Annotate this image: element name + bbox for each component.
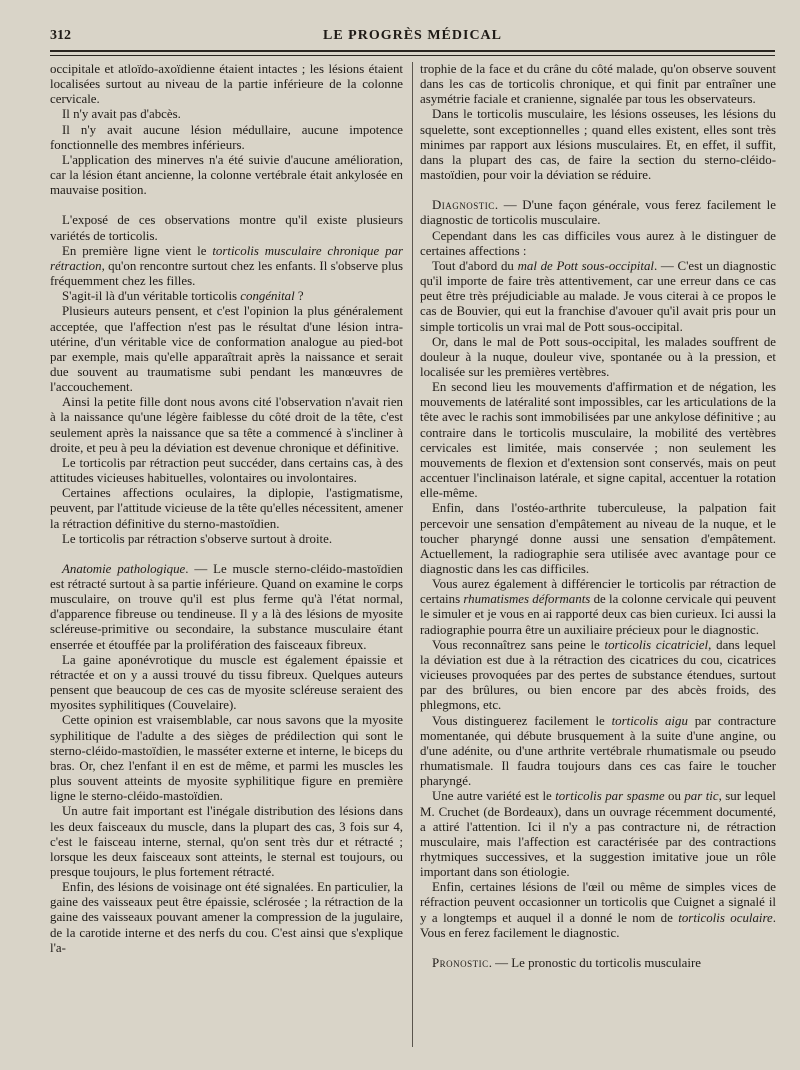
text-run: En second lieu les mouvements d'affirmation et de négation, les mouvements de latéralité sont impossibles, car les articulations de la tête avec le rachis sont immobilisées par une ankylose définitive ; au contraire dans le torticolis musculaire, la mobilité des vertèbres cervicales est limitée, mais conservée ; non seulement les mouvements de flexion et d'extension sont conservés, mais on peut accentuer l'inclinaison latérale, et signe capital, accentuer la rotation elle-même.	[420, 380, 776, 501]
text-run: Certaines affections oculaires, la diplopie, l'astigmatisme, peuvent, par l'attitude vicieuse de la tête qu'elles nécessitent, amener la rétraction définitive du sterno-mastoïdien.	[50, 486, 403, 531]
paragraph	[420, 501, 776, 577]
text-run: S'agit-il là d'un véritable torticolis	[62, 289, 241, 304]
paragraph	[420, 880, 776, 941]
text-run: Un autre fait important est l'inégale distribution des lésions dans les deux faisceaux du muscle, dans la plupart des cas, 3 fois sur 4, c'est le faisceau interne, sternal, qu'on sent très dur et rétracté ; lorsque les deux faisceaux sont atteints, le sternal est toujours, ou presque toujours, le plus fortement rétracté.	[50, 804, 403, 879]
page-number: 312	[50, 28, 71, 43]
text-run: L'exposé de ces observations montre qu'il existe plusieurs variétés de torticolis.	[50, 213, 403, 243]
paragraph	[50, 289, 403, 304]
text-run: ?	[294, 289, 304, 304]
text-run: Or, dans le mal de Pott sous-occipital, les malades souffrent de douleur à la nuque, douleur vive, spontanée ou à la pression, et localisée sur les premières vertèbres.	[420, 334, 776, 379]
text-run: . — Le muscle sterno-cléido-mastoïdien est rétracté surtout à sa partie inférieure. Quand on examine le corps musculaire, on trouve qu'il est plus ferme qu'à l'état normal, d'apparence fibreuse ou tendineuse. Il y a là des lésions de myosite scléreuse-primitive ou secondaire, la substance musculaire étant enserrée et étouffée par la prolifération des faisceaux fibreux.	[50, 561, 404, 652]
text-run: Cette opinion est vraisemblable, car nous savons que la myosite syphilitique de l'adulte a des sièges de prédilection qui sont le sterno-cléido-mastoïdien, le masséter externe et interne, le biceps du bras. Or, chez l'enfant il en est de même, et parmi les muscles les plus souvent atteints de myosite syphilitique figure en première ligne le sterno-cléido-mastoïdien.	[50, 713, 403, 804]
paragraph	[420, 789, 776, 880]
paragraph	[50, 244, 403, 289]
text-run: . Vous en ferez facilement le diagnostic.	[420, 910, 776, 940]
column-divider	[412, 62, 413, 1047]
italic-run: torticolis cicatriciel	[604, 637, 709, 652]
text-run: Il n'y avait pas d'abcès.	[62, 107, 181, 122]
text-run: Plusieurs auteurs pensent, et c'est l'opinion la plus généralement acceptée, que l'affection n'est pas le résultat d'une lésion intra-utérine, d'un véritable vice de conformation analogue au pied-bot par exemple, mais qu'elle apparaîtrait après la naissance et serait due souvent au traumatisme subi pendant les manœuvres de l'accouchement.	[50, 304, 403, 395]
paragraph	[50, 562, 403, 653]
paragraph	[420, 380, 776, 501]
paragraph	[50, 304, 403, 395]
text-run: de la colonne cervicale qui peuvent le simuler et je vous en ai rapporté deux cas bien curieux. Ici aussi la radiographie pourra être un auxiliaire précieux pour le diagnostic.	[420, 592, 776, 637]
italic-run: Anatomie pathologique	[62, 561, 186, 576]
text-run: occipitale et atloïdo-axoïdienne étaient intactes ; les lésions étaient localisées surtout au niveau de la partie inférieure de la colonne cervicale.	[50, 62, 403, 107]
text-run: Une autre variété est le	[432, 789, 556, 804]
paragraph	[420, 198, 776, 228]
text-run: . — Le pronostic du torticolis musculaire	[488, 955, 701, 970]
text-run: , qu'on rencontre surtout chez les enfants. Il s'observe plus fréquemment chez les filles.	[50, 258, 403, 289]
paragraph	[50, 486, 403, 531]
italic-run: torticolis musculaire chronique par rétraction	[50, 243, 403, 273]
section-heading: Diagnostic	[432, 198, 495, 213]
paragraph	[420, 259, 776, 335]
paragraph	[50, 123, 403, 153]
text-run: En première ligne vient le	[62, 243, 213, 258]
text-run: Vous aurez également à différencier le torticolis par rétraction de certains	[420, 577, 776, 607]
left-column	[50, 62, 403, 956]
paragraph	[50, 153, 403, 198]
text-run: La gaine aponévrotique du muscle est également épaissie et rétractée et on y a aussi trouvé du tissu fibreux. Quelques auteurs pensent que beaucoup de ces cas de myosite scléreuse seraient des myosites syphilitiques (Couvelaire).	[50, 652, 403, 713]
right-column	[420, 62, 776, 971]
paragraph	[50, 880, 403, 956]
text-run: Vous distinguerez facilement le	[432, 713, 612, 728]
text-run: Enfin, des lésions de voisinage ont été signalées. En particulier, la gaine des vaisseaux peut être épaissie, sclérosée ; la rétraction de la gaine des vaisseaux pouvant amener la compression de la jugulaire, de la carotide interne et des nerfs du cou. C'est ainsi que s'explique l'a-	[50, 880, 403, 955]
paragraph	[420, 107, 776, 183]
italic-run: torticolis par spasme	[555, 789, 665, 804]
text-run: Enfin, certaines lésions de l'œil ou même de simples vices de réfraction peuvent occasionner un torticolis que Cuignet a signalé il y a longtemps et auquel il a donné le nom de	[420, 880, 776, 925]
paragraph	[420, 714, 776, 790]
paragraph	[50, 653, 403, 714]
paragraph	[50, 456, 403, 486]
italic-run: mal de Pott sous-occipital	[517, 258, 654, 273]
text-run: Tout d'abord du	[432, 258, 518, 273]
text-run: Le torticolis par rétraction peut succéder, dans certains cas, à des attitudes vicieuses habituelles, volontaires ou involontaires.	[50, 455, 403, 486]
journal-title: LE PROGRÈS MÉDICAL	[322, 28, 503, 43]
text-run: . — D'une façon générale, vous ferez facilement le diagnostic de torticolis musculaire.	[420, 198, 776, 228]
text-run: ou	[664, 789, 685, 804]
paragraph	[50, 107, 403, 122]
paragraph	[50, 395, 403, 456]
text-run: trophie de la face et du crâne du côté malade, qu'on observe souvent dans les cas de torticolis chronique, et qui finit par entraîner une asymétrie faciale et cranienne, signalée par tous les observateurs.	[420, 62, 776, 107]
text-run: Dans le torticolis musculaire, les lésions osseuses, les lésions du squelette, sont exceptionnelles ; quand elles existent, elles sont très minimes par rapport aux lésions musculaires. Et, en effet, il suffit, dans la plupart des cas, de faire la section du sterno-cléido-mastoïdien, pour voir la déviation se réduire.	[420, 107, 776, 183]
header-rule	[50, 50, 775, 56]
text-run: Enfin, dans l'ostéo-arthrite tuberculeuse, la palpation fait percevoir une sensation d'empâtement au niveau de la nuque, et le toucher pharyngé donne aussi une sensation d'empâtement. Actuellement, la radiographie sera utilisée avec avantage pour ce diagnostic dans les cas difficiles.	[420, 501, 776, 576]
text-run: Il n'y avait aucune lésion médullaire, aucune impotence fonctionnelle des membres inférieurs.	[50, 122, 403, 152]
paragraph	[420, 335, 776, 380]
paragraph	[420, 956, 776, 971]
text-run: par contracture momentanée, qui débute brusquement à la suite d'une angine, ou d'une adénite, ou d'une arthrite vertébrale rhumatismale ou pseudo rhumatismale. Il faudra toujours dans ces cas faire le toucher pharyngé.	[420, 713, 776, 789]
text-run: Le torticolis par rétraction s'observe surtout à droite.	[62, 531, 333, 546]
text-run: . — C'est un diagnostic qu'il importe de faire très attentivement, car une erreur dans ce cas peut être très préjudiciable au malade. Je vous citerai à ce propos le cas de Bouvier, qui eut la franchise d'avouer qu'il avait pris pour un simple torticolis un vrai mal de Pott sous-occipital.	[420, 258, 776, 334]
page-header	[50, 28, 775, 50]
paragraph	[50, 804, 403, 880]
paragraph	[420, 229, 776, 259]
italic-run: congénital	[240, 289, 295, 304]
paragraph	[50, 213, 403, 243]
paragraph	[420, 62, 776, 107]
paragraph	[50, 713, 403, 804]
italic-run: par tic	[684, 789, 719, 804]
paragraph	[420, 638, 776, 714]
italic-run: rhumatismes déformants	[463, 592, 591, 607]
paragraph	[50, 62, 403, 107]
italic-run: torticolis aigu	[611, 713, 688, 728]
text-run: Cependant dans les cas difficiles vous aurez à le distinguer de certaines affections :	[420, 228, 776, 258]
italic-run: torticolis oculaire	[678, 910, 773, 925]
text-run: , sur lequel M. Cruchet (de Bordeaux), dans un ouvrage récemment documenté, a attiré l'attention. Ici il n'y a pas contracture ni, de rétraction musculaire, mais l'affection est caractérisée par des contractions rhytmiques successives, et la suggestion imitative joue un rôle important dans son étiologie.	[420, 789, 776, 880]
paragraph	[50, 532, 403, 547]
paragraph	[420, 577, 776, 638]
text-run: Ainsi la petite fille dont nous avons cité l'observation n'avait rien à la naissance qu'une légère faiblesse du côté droit de la tête, c'est seulement après la naissance que sa tête a commencé à s'incliner à droite, et peu à peu la déviation est devenue chronique et définitive.	[50, 395, 403, 455]
section-heading: Pronostic	[432, 955, 489, 970]
text-run: Vous reconnaîtrez sans peine le	[432, 637, 605, 652]
text-run: , dans lequel la déviation est due à la rétraction des cicatrices du cou, cicatrices vicieuses provoquées par des pertes de substance étendues, surtout par des brûlures, ou bien encore par des abcès froids, des phlegmons, etc.	[420, 637, 777, 713]
text-run: L'application des minerves n'a été suivie d'aucune amélioration, car la lésion étant ancienne, la colonne vertébrale était ankylosée en mauvaise position.	[50, 152, 403, 198]
